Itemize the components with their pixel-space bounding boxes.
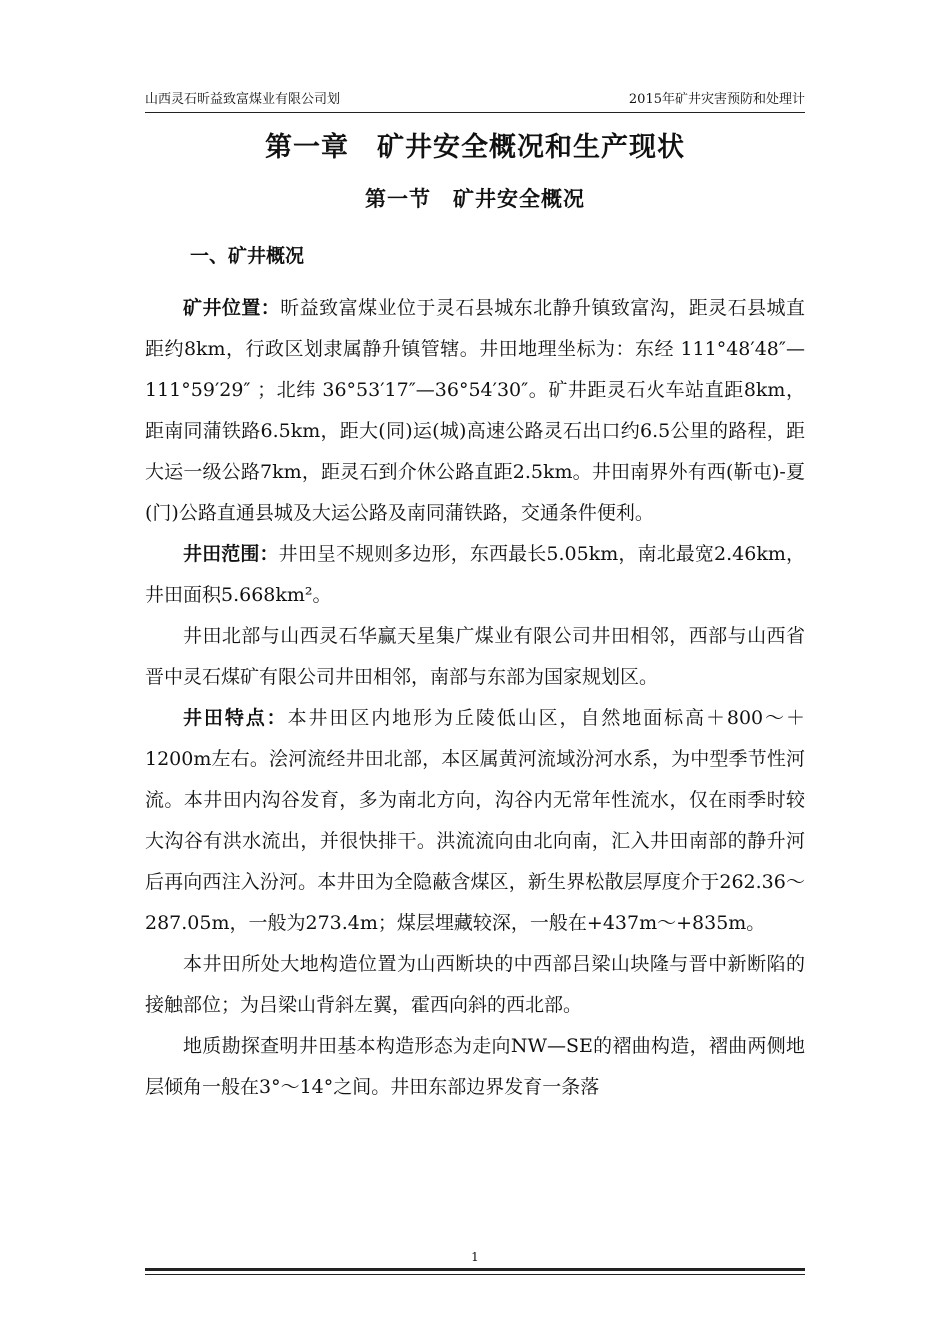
paragraph-text: 本井田区内地形为丘陵低山区，自然地面标高＋800～＋1200m左右。浍河流经井田北部，本区属黄河流域汾河水系，为中型季节性河流。本井田内沟谷发育，多为南北方向，沟谷内无常年性流水，仅在雨季时较大沟谷有洪水流出，并很快排干。洪流流向由北向南，汇入井田南部的静升河后再向西注入汾河。本井田为全隐蔽含煤区，新生界松散层厚度介于262.36～287.05m，一般为273.4m；煤层埋藏较深，一般在+437m～+835m。 xyxy=(145,707,805,934)
paragraph-text: 井田北部与山西灵石华赢天星集广煤业有限公司井田相邻，西部与山西省晋中灵石煤矿有限公司井田相邻，南部与东部为国家规划区。 xyxy=(145,625,805,688)
paragraph-text: 井田呈不规则多边形，东西最长5.05km，南北最宽2.46km，井田面积5.668km²。 xyxy=(145,543,805,606)
paragraph-extent xyxy=(145,534,805,616)
header-rule xyxy=(145,112,805,113)
header-doc-title: 2015年矿井灾害预防和处理计 xyxy=(628,92,805,107)
paragraph-neighbors xyxy=(145,616,805,698)
paragraph-text: 本井田所处大地构造位置为山西断块的中西部吕梁山块隆与晋中新断陷的接触部位；为吕梁山背斜左翼，霍西向斜的西北部。 xyxy=(145,953,805,1016)
page-header xyxy=(145,92,805,122)
paragraph-label: 井田特点： xyxy=(183,707,288,729)
paragraph-label: 井田范围： xyxy=(183,543,279,565)
paragraph-location xyxy=(145,288,805,534)
footer-rule-thin xyxy=(145,1274,805,1275)
paragraph-structure xyxy=(145,1026,805,1108)
chapter-title: 第一章 矿井安全概况和生产现状 xyxy=(265,132,685,163)
body-text xyxy=(145,282,805,1108)
section-title: 第一节 矿井安全概况 xyxy=(365,187,585,211)
footer-rule-thick xyxy=(145,1268,805,1271)
sub-heading: 一、矿井概况 xyxy=(190,245,305,267)
page-number: 1 xyxy=(471,1250,479,1264)
paragraph-label: 矿井位置： xyxy=(183,297,281,319)
header-company: 山西灵石昕益致富煤业有限公司划 xyxy=(145,92,341,107)
paragraph-text: 地质勘探查明井田基本构造形态为走向NW—SE的褶曲构造，褶曲两侧地层倾角一般在3°～14°之间。井田东部边界发育一条落 xyxy=(145,1035,805,1098)
paragraph-text: 昕益致富煤业位于灵石县城东北静升镇致富沟，距灵石县城直距约8km，行政区划隶属静升镇管辖。井田地理坐标为：东经 111°48′48″—111°59′29″ ；北纬 36°53′17″—36°54′30″。矿井距灵石火车站直距8km，距南同蒲铁路6.5km，距大(同)运(城)高速公路灵石出口约6.5公里的路程，距大运一级公路7km，距灵石到介休公路直距2.5km。井田南界外有西(靳屯)-夏(门)公路直通县城及大运公路及南同蒲铁路，交通条件便利。 xyxy=(145,297,805,524)
paragraph-features xyxy=(145,698,805,944)
paragraph-tectonics xyxy=(145,944,805,1026)
